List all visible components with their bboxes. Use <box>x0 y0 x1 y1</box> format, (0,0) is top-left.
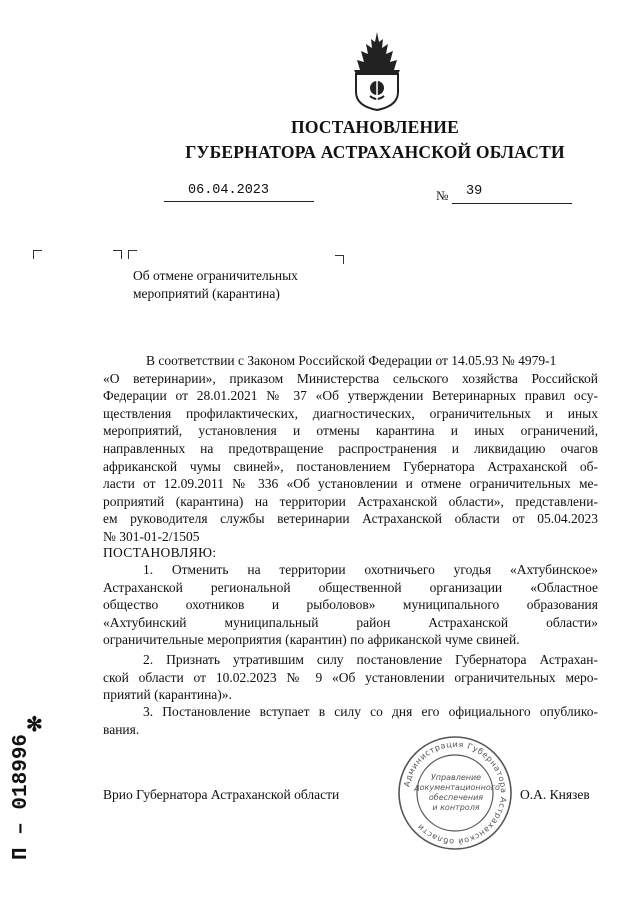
corner-mark <box>128 250 137 259</box>
number-underline <box>452 203 572 204</box>
document-title: ПОСТАНОВЛЕНИЕ <box>291 117 459 137</box>
corner-mark <box>113 250 122 259</box>
seal-inner-text: документационного <box>414 783 500 792</box>
form-serial-number: П – 018996 <box>10 733 33 860</box>
side-mark: ✻ <box>26 714 43 736</box>
signatory-position: Врио Губернатора Астраханской области <box>103 787 340 802</box>
date-underline <box>164 201 314 202</box>
official-seal <box>396 734 514 852</box>
decree-word: ПОСТАНОВЛЯЮ: <box>103 545 217 560</box>
seal-inner-text: и контроля <box>432 803 480 812</box>
number-label: № <box>436 188 449 203</box>
coat-of-arms-emblem <box>348 30 406 112</box>
document-issuer: ГУБЕРНАТОРА АСТРАХАНСКОЙ ОБЛАСТИ <box>185 142 565 162</box>
seal-ring-text: Администрация Губернатора Астраханской области <box>402 739 509 847</box>
decree-item-1: 1. Отменить на территории охотничьего угодья «Ахтубинское» Астраханской региональной общественной организации «Областное общество охотников и рыболовов» муниципального образования «Ахтубинский муниципальный район Астраханской области» ограничительные мероприятия (карантин) по африканской чуме свиней. <box>103 562 598 648</box>
signatory-name: О.А. Князев <box>520 787 590 802</box>
document-date: 06.04.2023 <box>188 183 270 198</box>
corner-mark <box>33 250 42 259</box>
seal-inner-text: обеспечения <box>428 793 484 802</box>
decree-item-2: 2. Признать утратившим силу постановление Губернатора Астрахан- ской области от 10.02.2023 № 9 «Об установлении ограничительных меро- приятий (карантина)». <box>103 652 598 703</box>
preamble-paragraph: В соответствии с Законом Российской Федерации от 14.05.93 № 4979-1 «О ветеринарии», приказом Министерства сельского хозяйства Российской Федерации от 28.01.2021 № 37 «Об утверждении Ветеринарных правил осу- ществления профилактических, диагностических, ограничительных и иных мероприятий, установления и отмены карантина и иных ограничений, направленных на предотвращение распространения и ликвидацию очагов африканской чумы свиней», постановлением Губернатора Астраханской об- ласти от 12.09.2011 № 336 «Об установлении и отмене ограничительных ме- роприятий (карантина) на территории Астраханской области», представлени- ем руководителя службы ветеринарии Астраханской области от 05.04.2023 № 301-01-2/1505 <box>103 353 598 544</box>
decree-item-3: 3. Постановление вступает в силу со дня его официального опублико- вания. <box>103 704 598 737</box>
document-number: 39 <box>466 184 483 199</box>
document-subject: Об отмене ограничительных мероприятий (карантина) <box>133 268 298 301</box>
seal-inner-text: Управление <box>430 773 482 782</box>
corner-mark <box>335 255 344 264</box>
